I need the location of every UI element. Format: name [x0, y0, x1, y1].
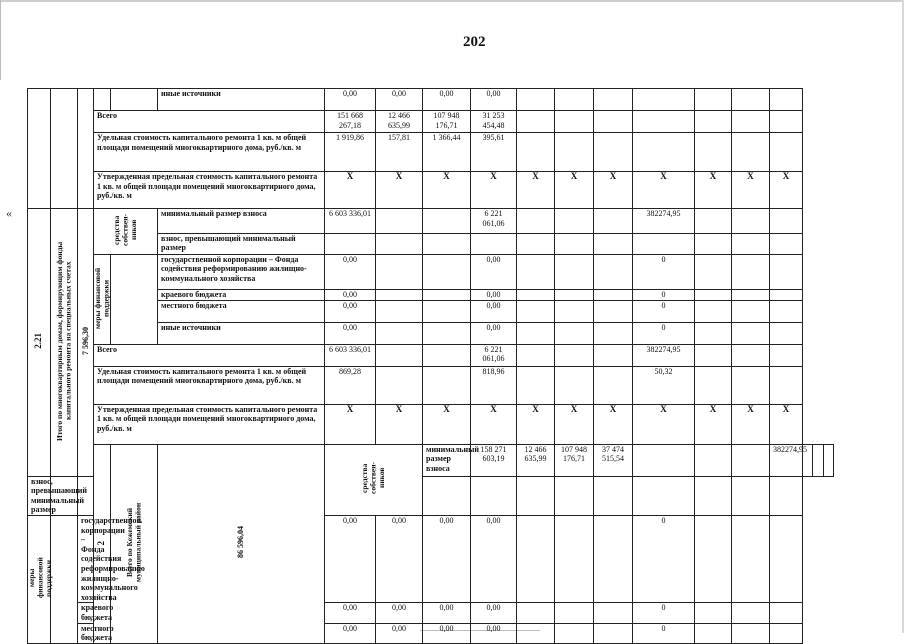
- empty-cell: [517, 209, 555, 234]
- empty-cell: [732, 344, 770, 366]
- empty-cell: [770, 623, 803, 643]
- empty-cell: [376, 322, 423, 344]
- empty-cell: [423, 344, 471, 366]
- x-mark: Х: [517, 172, 555, 209]
- empty-cell: [633, 233, 695, 254]
- x-mark: Х: [325, 404, 376, 444]
- empty-cell: [594, 603, 633, 623]
- cell-value: 6 603 336,01: [325, 209, 376, 234]
- continuation-group-cell: [111, 89, 158, 111]
- cell-value: 0: [633, 300, 695, 322]
- empty-cell: [633, 133, 695, 172]
- row-label-min-fee: минимальный размер взноса: [158, 209, 325, 234]
- table-row: [28, 209, 834, 234]
- empty-cell: [517, 254, 555, 289]
- empty-cell: [633, 476, 695, 515]
- empty-cell: [695, 444, 732, 476]
- scan-edge-left: [0, 0, 1, 80]
- x-mark: Х: [594, 404, 633, 444]
- cell-value: 0: [633, 254, 695, 289]
- cell-value: 107 948 176,71: [555, 444, 594, 476]
- empty-cell: [376, 254, 423, 289]
- cell-value: 6 221 061,06: [471, 344, 517, 366]
- empty-cell: [517, 89, 555, 111]
- cell-value: 12 466 635,99: [517, 444, 555, 476]
- x-mark: Х: [471, 404, 517, 444]
- empty-cell: [594, 344, 633, 366]
- cell-value: 0,00: [471, 289, 517, 300]
- empty-cell: [325, 233, 376, 254]
- empty-cell: [770, 515, 803, 602]
- section-2-21-amount: 7 596,30: [78, 209, 94, 477]
- cell-value: 0,00: [376, 623, 423, 643]
- empty-cell: [695, 344, 732, 366]
- row-label-extra-fee: взнос, превышающий минимальный размер: [28, 476, 51, 515]
- section-2-amount: 86 596,04: [158, 444, 325, 643]
- empty-cell: [813, 444, 823, 476]
- section-2-code: 2: [94, 444, 111, 643]
- empty-cell: [471, 233, 517, 254]
- empty-cell: [770, 89, 803, 111]
- cell-value: 0,00: [471, 89, 517, 111]
- table-row: [28, 111, 834, 133]
- row-label-fund: государственной корпорации – Фонда содействия реформированию жилищно-коммунального хозяйства: [158, 254, 325, 289]
- x-mark: Х: [423, 404, 471, 444]
- continuation-amount-cell: [78, 89, 94, 209]
- empty-cell: [423, 254, 471, 289]
- row-label-min-fee: минимальный размер взноса: [423, 444, 471, 476]
- cell-value: 0,00: [471, 300, 517, 322]
- group-support-spacer: [51, 515, 78, 643]
- x-mark: Х: [695, 404, 732, 444]
- empty-cell: [633, 89, 695, 111]
- cell-value: 12 466 635,99: [376, 111, 423, 133]
- cell-value: 1 366,44: [423, 133, 471, 172]
- empty-cell: [732, 623, 770, 643]
- empty-cell: [555, 603, 594, 623]
- empty-cell: [517, 344, 555, 366]
- empty-cell: [770, 289, 803, 300]
- cell-value: 0,00: [423, 89, 471, 111]
- cell-value: 0,00: [471, 254, 517, 289]
- x-mark: Х: [423, 172, 471, 209]
- cell-value: 0,00: [325, 322, 376, 344]
- empty-cell: [517, 476, 555, 515]
- empty-cell: [555, 476, 594, 515]
- empty-cell: [770, 476, 803, 515]
- empty-cell: [732, 322, 770, 344]
- empty-cell: [376, 366, 423, 404]
- empty-cell: [423, 233, 471, 254]
- cell-value: 0,00: [376, 603, 423, 623]
- cell-value: 0,00: [471, 322, 517, 344]
- section-2-21-title: Итого по многоквартирным домам, формирующим фонды капитального ремонта на специальных счетах: [51, 209, 78, 477]
- x-mark: Х: [770, 404, 803, 444]
- row-label-approved: Утвержденная предельная стоимость капитального ремонта 1 кв. м общей площади помещений многоквартирного дома, руб./кв. м: [94, 404, 325, 444]
- table-row: [28, 366, 834, 404]
- empty-cell: [695, 89, 732, 111]
- empty-cell: [517, 322, 555, 344]
- cell-value: 158 271 603,19: [471, 444, 517, 476]
- empty-cell: [517, 300, 555, 322]
- empty-cell: [555, 111, 594, 133]
- cell-value: 0,00: [423, 603, 471, 623]
- continuation-title-cell: [51, 89, 78, 209]
- x-mark: Х: [376, 404, 423, 444]
- cell-value: 0,00: [423, 623, 471, 643]
- x-mark: Х: [555, 172, 594, 209]
- cell-value: 0,00: [325, 623, 376, 643]
- empty-cell: [732, 603, 770, 623]
- cell-value: 37 474 515,54: [594, 444, 633, 476]
- empty-cell: [517, 111, 555, 133]
- empty-cell: [770, 322, 803, 344]
- empty-cell: [695, 254, 732, 289]
- cell-value: 31 253 454,48: [471, 111, 517, 133]
- cell-value: 382274,95: [633, 209, 695, 234]
- empty-cell: [517, 366, 555, 404]
- empty-cell: [594, 476, 633, 515]
- table-row: [28, 254, 834, 289]
- empty-cell: [555, 254, 594, 289]
- empty-cell: [555, 623, 594, 643]
- scan-edge-top: [0, 0, 904, 2]
- table-row: [28, 133, 834, 172]
- empty-cell: [695, 289, 732, 300]
- x-mark: Х: [376, 172, 423, 209]
- cell-value: 0: [633, 322, 695, 344]
- group-owners-funds: средства собствен-ников: [325, 444, 423, 515]
- empty-cell: [695, 476, 732, 515]
- continuation-group-cell: [94, 89, 111, 111]
- cell-value: 0,00: [471, 623, 517, 643]
- empty-cell: [770, 300, 803, 322]
- empty-cell: [471, 476, 517, 515]
- section-2-21-code: 2.21: [28, 209, 51, 477]
- table-row: [28, 404, 834, 444]
- empty-cell: [732, 515, 770, 602]
- row-label-other: иные источники: [158, 322, 325, 344]
- empty-cell: [594, 300, 633, 322]
- empty-cell: [770, 254, 803, 289]
- x-mark: Х: [555, 404, 594, 444]
- empty-cell: [732, 444, 770, 476]
- empty-cell: [732, 133, 770, 172]
- empty-cell: [555, 289, 594, 300]
- empty-cell: [594, 89, 633, 111]
- x-mark: Х: [732, 404, 770, 444]
- empty-cell: [695, 366, 732, 404]
- table-row: [28, 344, 834, 366]
- x-mark: Х: [517, 404, 555, 444]
- empty-cell: [376, 233, 423, 254]
- cell-value: 0: [633, 289, 695, 300]
- x-mark: Х: [633, 172, 695, 209]
- section-2-title: Всего по Кежемский муниципальный район: [111, 444, 158, 643]
- row-label-other: иные источники: [158, 89, 325, 111]
- empty-cell: [732, 111, 770, 133]
- empty-cell: [555, 366, 594, 404]
- empty-cell: [594, 111, 633, 133]
- empty-cell: [555, 133, 594, 172]
- cell-value: 0,00: [325, 300, 376, 322]
- empty-cell: [517, 233, 555, 254]
- x-mark: Х: [325, 172, 376, 209]
- empty-cell: [555, 322, 594, 344]
- row-label-local: местного бюджета: [78, 623, 94, 643]
- continuation-code-cell: [28, 89, 51, 209]
- empty-cell: [770, 366, 803, 404]
- row-label-unit-cost: Удельная стоимость капитального ремонта 1 кв. м общей площади помещений многоквартирного дома, руб./кв. м: [94, 366, 325, 404]
- empty-cell: [517, 289, 555, 300]
- row-label-total: Всего: [94, 111, 325, 133]
- empty-cell: [732, 476, 770, 515]
- cell-value: 0,00: [423, 515, 471, 602]
- empty-cell: [423, 476, 471, 515]
- empty-cell: [732, 289, 770, 300]
- cell-value: 107 948 176,71: [423, 111, 471, 133]
- row-label-fund: государственной корпорации – Фонда содействия реформированию жилищно-коммунального хозяйства: [78, 515, 94, 602]
- row-label-regional: краевого бюджета: [78, 603, 94, 623]
- row-label-regional: краевого бюджета: [158, 289, 325, 300]
- empty-cell: [732, 209, 770, 234]
- table-row: [28, 444, 834, 476]
- group-support-measures: меры финансовой поддержки: [94, 254, 111, 344]
- empty-cell: [555, 89, 594, 111]
- empty-cell: [594, 515, 633, 602]
- empty-cell: [555, 233, 594, 254]
- empty-cell: [594, 289, 633, 300]
- empty-cell: [517, 515, 555, 602]
- x-mark: Х: [732, 172, 770, 209]
- empty-cell: [770, 233, 803, 254]
- cell-value: 382274,95: [633, 344, 695, 366]
- cell-value: 50,32: [633, 366, 695, 404]
- cell-value: 0,00: [471, 515, 517, 602]
- cell-value: 0,00: [325, 254, 376, 289]
- empty-cell: [695, 623, 732, 643]
- group-support-spacer: [111, 254, 158, 344]
- row-label-local: местного бюджета: [158, 300, 325, 322]
- empty-cell: [555, 515, 594, 602]
- empty-cell: [770, 133, 803, 172]
- empty-cell: [376, 289, 423, 300]
- empty-cell: [423, 300, 471, 322]
- empty-cell: [695, 233, 732, 254]
- empty-cell: [732, 254, 770, 289]
- cell-value: 1 919,86: [325, 133, 376, 172]
- cell-value: 0,00: [325, 289, 376, 300]
- cell-value: 6 221 061,06: [471, 209, 517, 234]
- empty-cell: [594, 623, 633, 643]
- empty-cell: [732, 300, 770, 322]
- empty-cell: [376, 209, 423, 234]
- empty-cell: [695, 515, 732, 602]
- margin-mark: «: [6, 206, 12, 220]
- empty-cell: [594, 322, 633, 344]
- empty-cell: [423, 289, 471, 300]
- cell-value: 6 603 336,01: [325, 344, 376, 366]
- table-row: [28, 89, 834, 111]
- empty-cell: [555, 209, 594, 234]
- empty-cell: [770, 111, 803, 133]
- cell-value: 869,28: [325, 366, 376, 404]
- x-mark: Х: [594, 172, 633, 209]
- empty-cell: [555, 344, 594, 366]
- x-mark: Х: [770, 172, 803, 209]
- empty-cell: [695, 111, 732, 133]
- cell-value: 0,00: [376, 515, 423, 602]
- empty-cell: [732, 366, 770, 404]
- x-mark: Х: [695, 172, 732, 209]
- empty-cell: [594, 233, 633, 254]
- empty-cell: [594, 133, 633, 172]
- row-label-approved: Утвержденная предельная стоимость капитального ремонта 1 кв. м общей площади помещений многоквартирного дома, руб./кв. м: [94, 172, 325, 209]
- empty-cell: [423, 322, 471, 344]
- empty-cell: [376, 344, 423, 366]
- empty-cell: [594, 209, 633, 234]
- empty-cell: [695, 322, 732, 344]
- empty-cell: [695, 133, 732, 172]
- x-mark: Х: [471, 172, 517, 209]
- empty-cell: [633, 111, 695, 133]
- cell-value: 0: [633, 515, 695, 602]
- empty-cell: [517, 623, 555, 643]
- cell-value: 0: [633, 603, 695, 623]
- empty-cell: [823, 444, 833, 476]
- empty-cell: [594, 366, 633, 404]
- empty-cell: [732, 233, 770, 254]
- empty-cell: [423, 366, 471, 404]
- row-label-total: Всего: [94, 344, 325, 366]
- empty-cell: [555, 300, 594, 322]
- cell-value: 157,81: [376, 133, 423, 172]
- cell-value: 0,00: [325, 603, 376, 623]
- group-owners-funds: средства собствен-ников: [94, 209, 158, 255]
- empty-cell: [770, 344, 803, 366]
- empty-cell: [695, 209, 732, 234]
- x-mark: Х: [633, 404, 695, 444]
- cell-value: 395,61: [471, 133, 517, 172]
- capital-repair-table: [27, 88, 834, 644]
- table-row: [28, 172, 834, 209]
- cell-value: 0,00: [376, 89, 423, 111]
- row-label-unit-cost: Удельная стоимость капитального ремонта 1 кв. м общей площади помещений многоквартирного дома, руб./кв. м: [94, 133, 325, 172]
- empty-cell: [517, 603, 555, 623]
- empty-cell: [695, 300, 732, 322]
- cell-value: 0,00: [325, 89, 376, 111]
- cell-value: 151 668 267,18: [325, 111, 376, 133]
- cell-value: 382274,95: [770, 444, 803, 476]
- empty-cell: [376, 300, 423, 322]
- empty-cell: [633, 444, 695, 476]
- cell-value: 0: [633, 623, 695, 643]
- empty-cell: [770, 209, 803, 234]
- empty-cell: [423, 209, 471, 234]
- empty-cell: [732, 89, 770, 111]
- group-support-measures: меры финансовой поддержки: [28, 515, 51, 643]
- empty-cell: [695, 603, 732, 623]
- empty-cell: [517, 133, 555, 172]
- row-label-extra-fee: взнос, превышающий минимальный размер: [158, 233, 325, 254]
- cell-value: 0,00: [325, 515, 376, 602]
- empty-cell: [770, 603, 803, 623]
- page-number: 202: [463, 34, 486, 50]
- cell-value: 0,00: [471, 603, 517, 623]
- empty-cell: [594, 254, 633, 289]
- cell-value: 818,96: [471, 366, 517, 404]
